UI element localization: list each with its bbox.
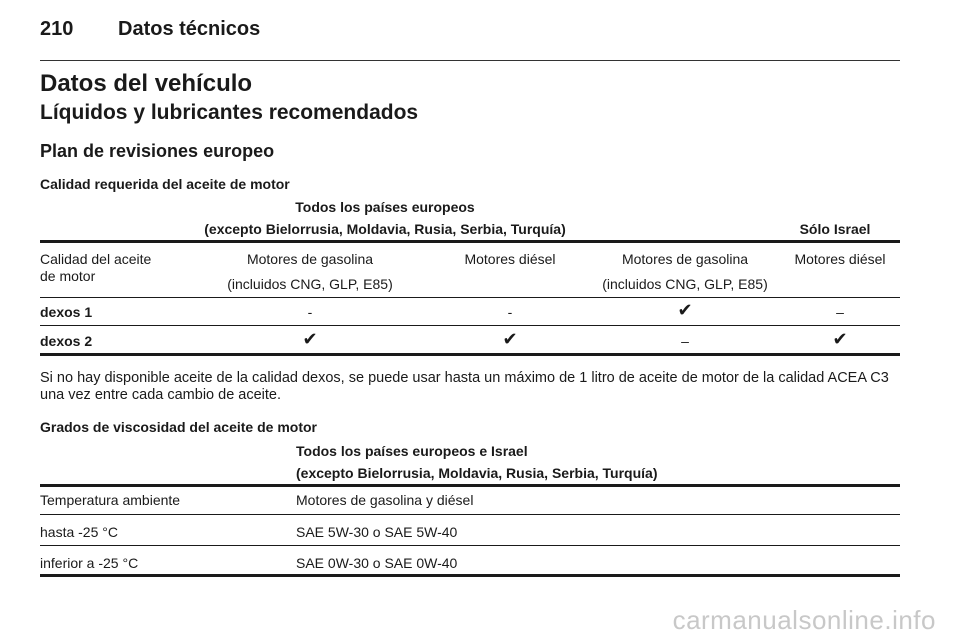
cell-dexos1-il-diesel: – — [836, 304, 844, 320]
table-rule — [40, 297, 900, 298]
group-europe-exceptions: (excepto Bielorrusia, Moldavia, Rusia, Serbia, Turquía) — [204, 221, 566, 237]
group-israel-title: Sólo Israel — [799, 221, 871, 237]
page-number: 210 — [40, 18, 74, 40]
page-title: Datos del vehículo — [40, 70, 253, 97]
cell-grade-row2: SAE 0W-30 o SAE 0W-40 — [296, 555, 458, 571]
cell-temp-row1: hasta -25 °C — [40, 524, 118, 540]
cell-grade-row1: SAE 5W-30 o SAE 5W-40 — [296, 524, 458, 540]
col-header-quality: Calidad del aceite de motor — [40, 251, 152, 284]
table-rule — [40, 325, 900, 326]
row-label-dexos1: dexos 1 — [40, 304, 93, 320]
oil-quality-heading: Calidad requerida del aceite de motor — [40, 176, 290, 192]
table-rule — [40, 545, 900, 546]
section-heading: Líquidos y lubricantes recomendados — [40, 101, 419, 124]
col-header-il-gasoline-note: (incluidos CNG, GLP, E85) — [602, 276, 768, 292]
table-rule — [40, 484, 900, 487]
viscosity-heading: Grados de viscosidad del aceite de motor — [40, 419, 317, 435]
table-rule — [40, 514, 900, 515]
cell-dexos2-eu-diesel: ✔ — [502, 329, 518, 349]
row-label-dexos2: dexos 2 — [40, 333, 93, 349]
cell-dexos1-eu-diesel: - — [507, 304, 513, 320]
table-rule — [40, 574, 900, 577]
cell-temp-row2: inferior a -25 °C — [40, 555, 139, 571]
dexos-note: Si no hay disponible aceite de la calidad dexos, se puede usar hasta un máximo de 1 litro de aceite de motor de la calidad ACEA C3 una vez entre cada cambio de aceite. — [40, 370, 889, 403]
cell-dexos2-eu-gasoline: ✔ — [302, 329, 318, 349]
col-header-eu-gasoline: Motores de gasolina — [246, 251, 374, 267]
group-europe-title: Todos los países europeos — [295, 199, 475, 215]
cell-dexos1-il-gasoline: ✔ — [677, 300, 693, 320]
col-header-engines: Motores de gasolina y diésel — [296, 492, 474, 508]
page-header — [40, 18, 900, 48]
col-header-il-diesel: Motores diésel — [794, 251, 886, 267]
col-header-eu-diesel: Motores diésel — [464, 251, 556, 267]
section-title: Datos técnicos — [118, 18, 261, 40]
col-header-il-gasoline: Motores de gasolina — [621, 251, 749, 267]
subsection-heading: Plan de revisiones europeo — [40, 141, 275, 161]
col-header-eu-gasoline-note: (incluidos CNG, GLP, E85) — [227, 276, 393, 292]
col-header-temperature: Temperatura ambiente — [40, 492, 181, 508]
cell-dexos2-il-gasoline: – — [681, 333, 689, 349]
table-rule — [40, 240, 900, 243]
header-divider — [40, 60, 900, 61]
viscosity-group-title: Todos los países europeos e Israel — [296, 443, 528, 459]
viscosity-group-exceptions: (excepto Bielorrusia, Moldavia, Rusia, Serbia, Turquía) — [296, 465, 658, 481]
cell-dexos1-eu-gasoline: - — [307, 304, 313, 320]
watermark: carmanualsonline.info — [672, 605, 936, 635]
table-rule — [40, 353, 900, 356]
cell-dexos2-il-diesel: ✔ — [832, 329, 848, 349]
